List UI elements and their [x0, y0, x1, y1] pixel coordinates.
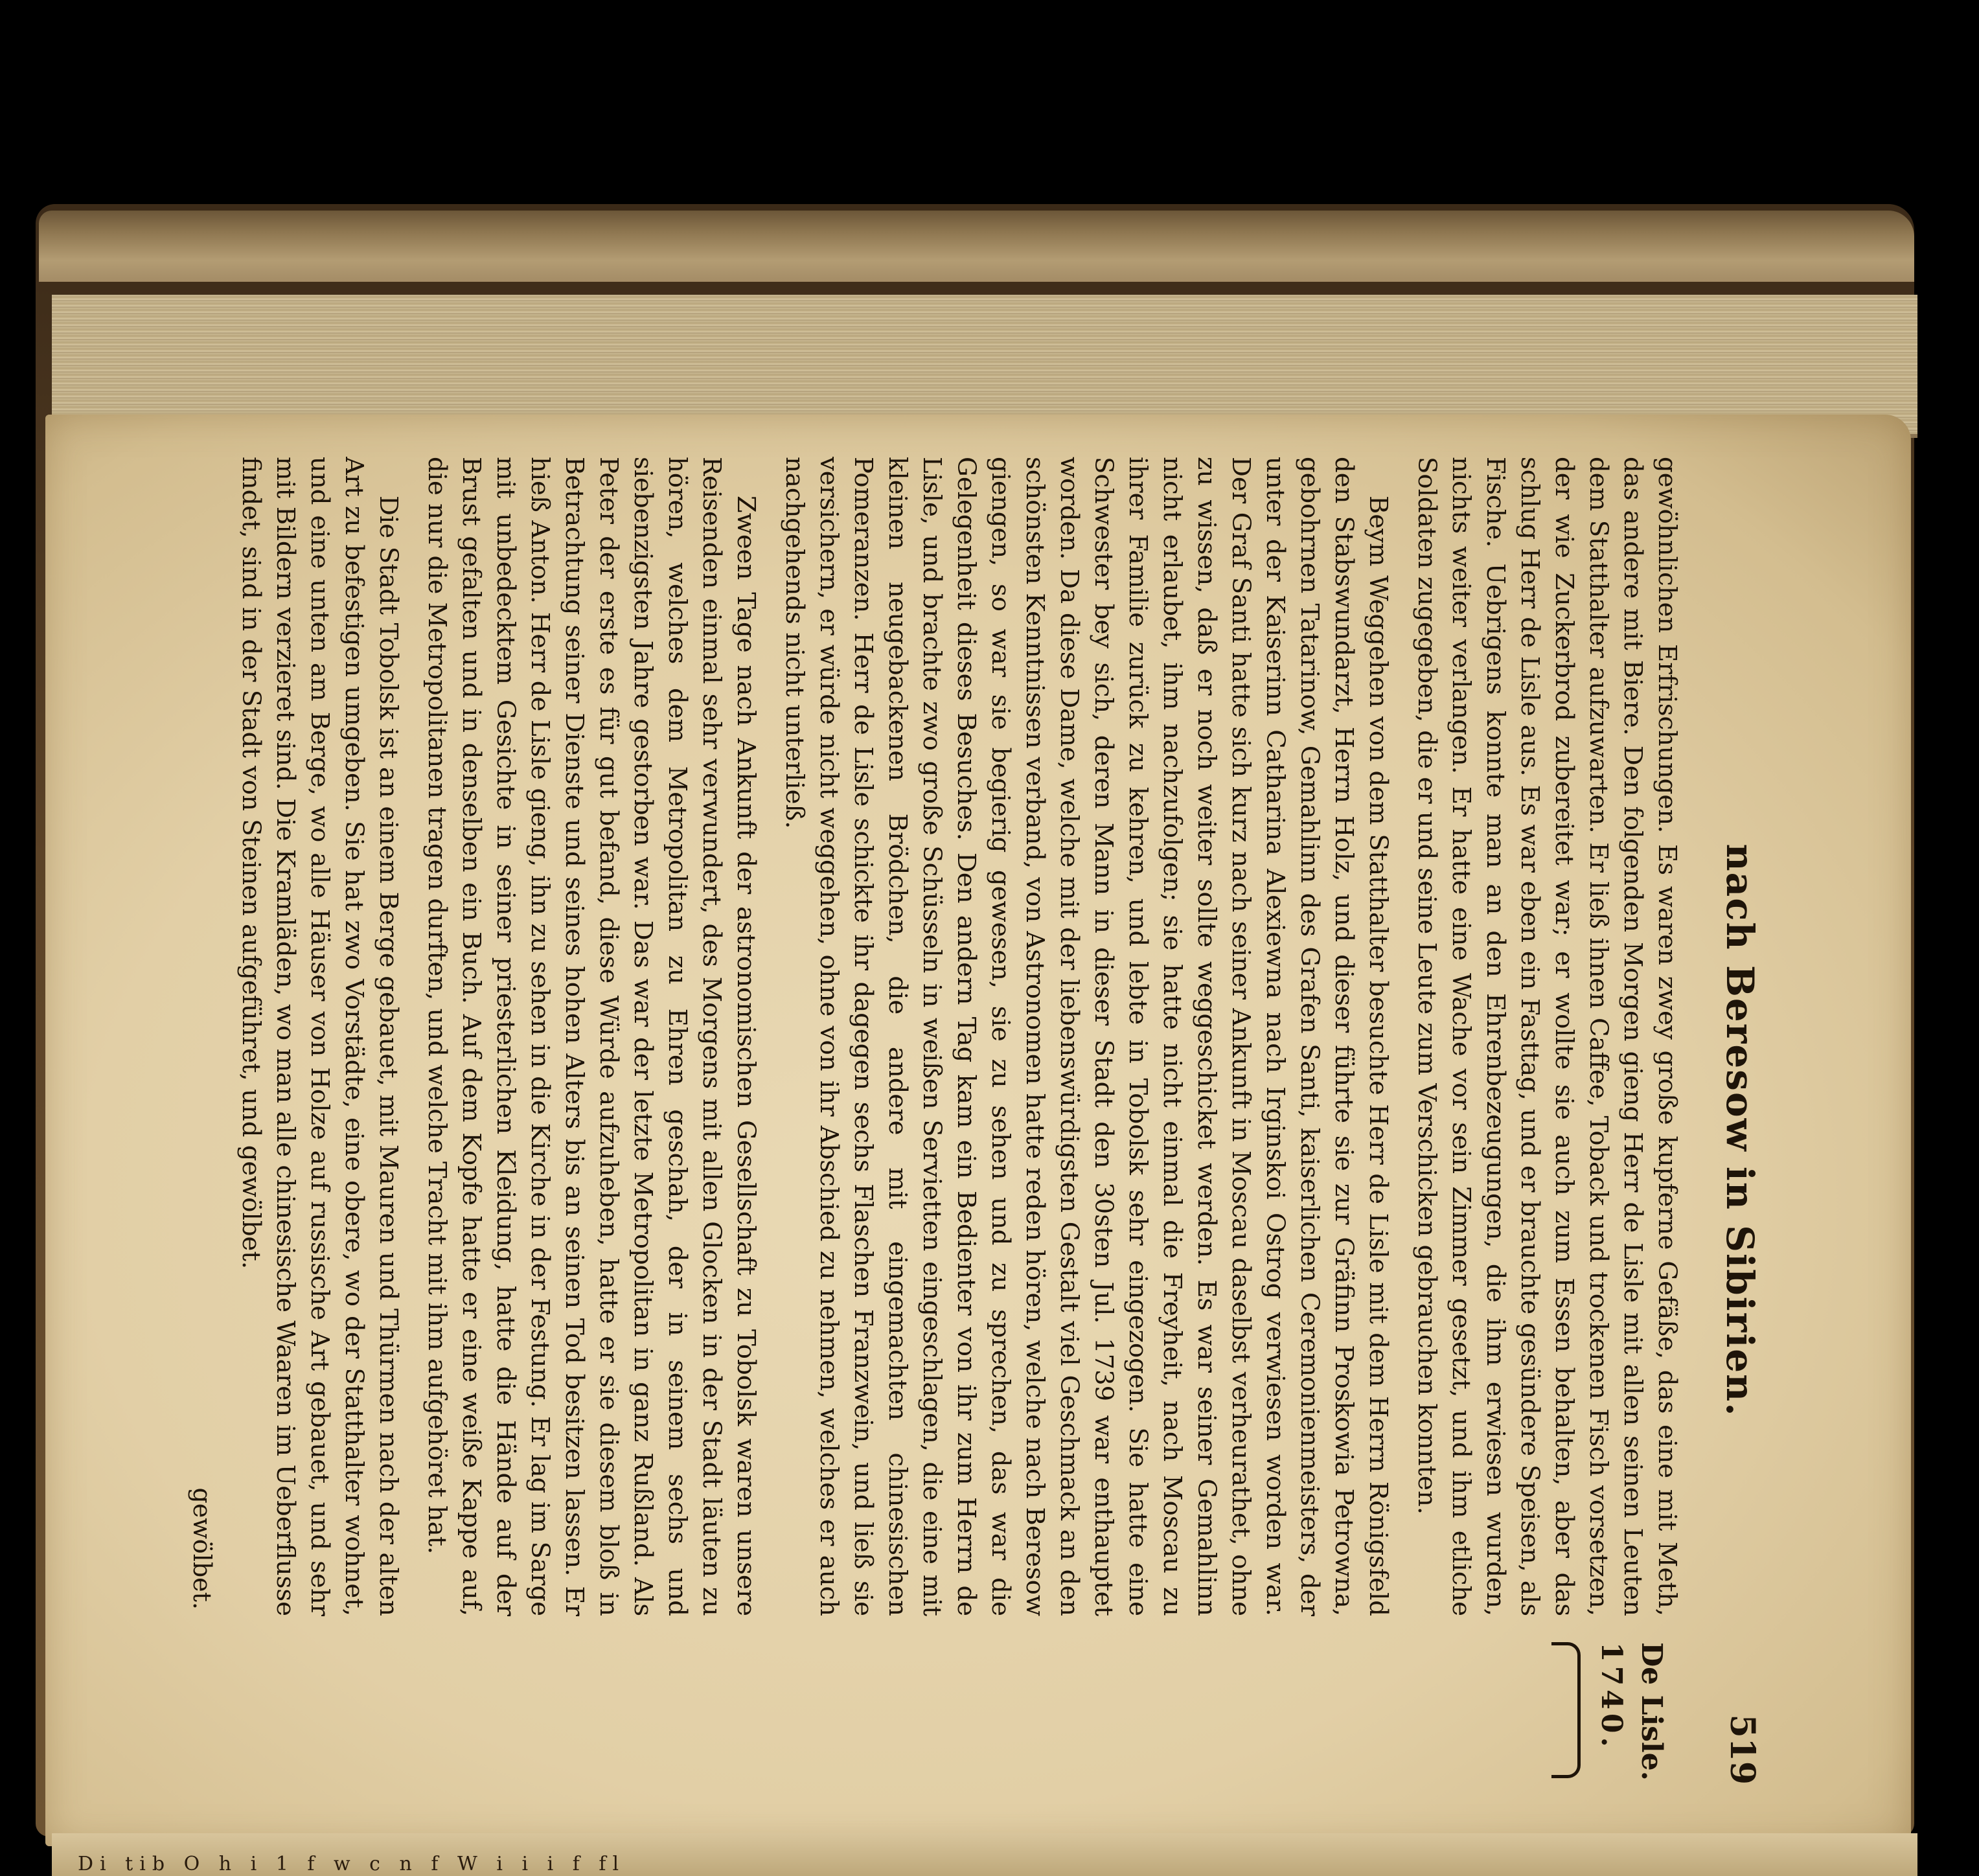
marginal-year: 1740. — [1595, 1642, 1628, 1751]
marginal-name: De Lisle. — [1635, 1642, 1668, 1781]
body-text — [207, 457, 1684, 1616]
paragraph-1: gewöhnlichen Erfrischungen. Es waren zwey große kupferne Gefäße, das eine mit Meth, das andere mit Biere. Den folgenden Morgen gieng Herr de Lisle mit allen seinen Leuten dem Statthalter aufzuwarten. Er ließ ihnen Caffee, Toback und trockenen Fisch vorsetzen, der wie Zuckerbrod zubereitet war; er wollte sie auch zum Essen behalten, aber das schlug Herr de Lisle aus. Es war eben ein Fasttag, und er brauchte gesündere Speisen, als Fische. Uebrigens konnte man an den Ehrenbezeugungen, die ihm erwiesen wurden, nichts weiter verlangen. Er hatte eine Wache vor sein Zimmer gesetzt, und ihm etliche Soldaten zugegeben, die er und seine Leute zum Verschicken gebrauchen konnten. — [1412, 457, 1682, 1616]
running-head — [1697, 457, 1775, 1804]
paragraph-2: Beym Weggehen von dem Statthalter besuchte Herr de Lisle mit dem Herrn Rönigsfeld den Stabswundarzt, Herrn Holz, und dieser führte sie zur Gräfinn Proskowia Petrowna, gebohrnen Tatarinow, Gemahlinn des Grafen Santi, kaiserlichen Ceremonienmeisters, der unter der Kaiserinn Catharina Alexiewna nach Irginskoi Ostrog verwiesen worden war. Der Graf Santi hatte sich kurz nach seiner Ankunft in Moscau daselbst verheurathet, ohne zu wissen, daß er noch weiter sollte weggeschicket werden. Es war seiner Gemahlinn nicht erlaubet, ihm nachzufolgen; sie hatte nicht einmal die Freyheit, nach Moscau zu ihrer Familie zurück zu kehren, und lebte in Tobolsk sehr eingezogen. Sie hatte eine Schwester bey sich, deren Mann in dieser Stadt den 30sten Jul. 1739 war enthauptet worden. Da diese Dame, welche mit der liebenswürdigsten Gestalt viel Geschmack an den schönsten Kenntnissen verband, von Astronomen hatte reden hören, welche nach Beresow giengen, so war sie begierig gewesen, sie zu sehen und zu sprechen, das war die Gelegenheit dieses Besuches. Den andern Tag kam ein Bedienter von ihr zum Herrn de Lisle, und brachte zwo große Schüsseln in weißen Servietten eingeschlagen, die eine mit kleinen neugebackenen Brödchen, die andere mit eingemachten chinesischen Pomeranzen. Herr de Lisle schickte ihr dagegen sechs Flaschen Franzwein, und ließ sie versichern, er würde nicht weggehen, ohne von ihr Abschied zu nehmen, welches er auch nachgehends nicht unterließ. — [780, 457, 1393, 1616]
page-number: 519 — [1722, 1714, 1762, 1785]
marginal-brace — [1551, 1642, 1581, 1778]
page-title: nach Beresow in Sibirien. — [1718, 843, 1762, 1417]
next-page-text-fragment: Di tib O h i 1 f w c n f W i i i f fl — [78, 1853, 626, 1875]
book-spine-edge — [39, 211, 1914, 282]
paragraph-3: Zween Tage nach Ankunft der astronomischen Gesellschaft zu Tobolsk waren unsere Reisenden einmal sehr verwundert, des Morgens mit allen Glocken in der Stadt läuten zu hören, welches dem Metropolitan zu Ehren geschah, der in seinem sechs und siebenzigsten Jahre gestorben war. Das war der letzte Metropolitan in ganz Rußland. Als Peter der erste es für gut befand, diese Würde aufzuheben, hatte er sie diesem bloß in Betrachtung seiner Dienste und seines hohen Alters bis an seinen Tod besitzen lassen. Er hieß Anton. Herr de Lisle gieng, ihn zu sehen in die Kirche in der Festung. Er lag im Sarge mit unbedecktem Gesichte in seiner priesterlichen Kleidung, hatte die Hände auf der Brust gefalten und in denselben ein Buch. Auf dem Kopfe hatte er eine weiße Kappe auf, die nur die Metropolitanen tragen durften, und welche Tracht mit ihm aufgehöret hat. — [422, 457, 761, 1616]
catchword: gewölbet. — [188, 1487, 216, 1610]
printed-text-block — [188, 457, 1775, 1804]
paragraph-4: Die Stadt Tobolsk ist an einem Berge gebauet, mit Mauren und Thürmen nach der alten Art zu befestigen umgeben. Sie hat zwo Vorstädte, eine obere, wo der Statthalter wohnet, und eine unten am Berge, wo alle Häuser von Holze auf russische Art gebauet, und sehr mit Bildern verzieret sind. Die Kramläden, wo man alle chinesische Waaren im Ueberflusse findet, sind in der Stadt von Steinen aufgeführet, und gewölbet. — [236, 457, 403, 1616]
marginal-note — [1591, 1642, 1671, 1798]
